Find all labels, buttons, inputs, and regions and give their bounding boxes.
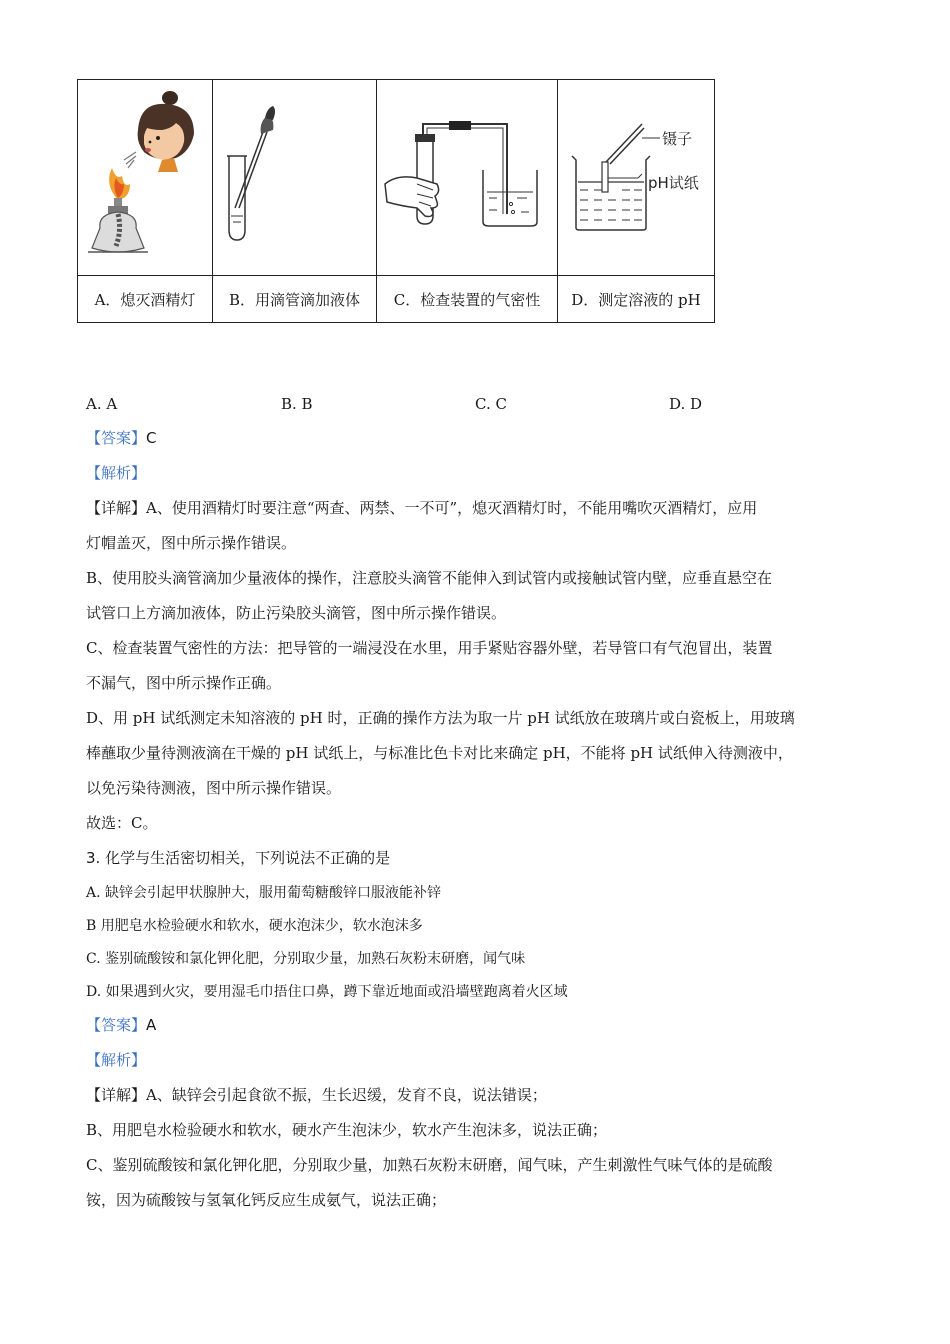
figure-c-cell [377,80,558,276]
q2-detail-line-5: C、检查装置气密性的方法：把导管的一端浸没在水里，用手紧贴容器外壁，若导管口有气泡冒出，装置 [86,639,773,657]
ph-paper-beaker-illustration [558,80,714,275]
q2-option-d: D. D [669,395,703,413]
dropper-test-tube-illustration [213,80,376,275]
q2-option-b: B. B [281,395,313,413]
q2-detail-line-4: 试管口上方滴加液体，防止污染胶头滴管，图中所示操作错误。 [86,604,507,622]
figure-table [77,79,715,323]
q2-conclusion: 故选：C。 [86,814,158,832]
q3-detail-line-3: C、鉴别硫酸铵和氯化钾化肥，分别取少量，加熟石灰粉末研磨，闻气味，产生刺激性气味气体的是硫酸 [86,1156,773,1174]
q2-option-c: C. C [475,395,507,413]
q2-detail-line-7: D、用 pH 试纸测定未知溶液的 pH 时，正确的操作方法为取一片 pH 试纸放在玻璃片或白瓷板上，用玻璃 [86,709,795,727]
q3-option-c: C. 鉴别硫酸铵和氯化钾化肥，分别取少量，加熟石灰粉末研磨，闻气味 [86,951,526,967]
q2-detail-line-3: B、使用胶头滴管滴加少量液体的操作，注意胶头滴管不能伸入到试管内或接触试管内壁，应垂直悬空在 [86,569,773,587]
q3-detail-line-2: B、用肥皂水检验硬水和软水，硬水产生泡沫少，软水产生泡沫多，说法正确； [86,1121,608,1139]
q3-detail-line-4: 铵，因为硫酸铵与氢氧化钙反应生成氨气，说法正确； [86,1191,447,1209]
figure-d-cell [558,80,715,276]
q2-answer: 【答案】C [86,429,157,447]
figure-a-cell [78,80,213,276]
airtightness-check-illustration [377,80,557,275]
caption-a: A．熄灭酒精灯 [78,276,213,323]
figure-b-cell [213,80,377,276]
ph-paper-label: pH试纸 [648,174,699,192]
q2-detail-line-6: 不漏气，图中所示操作正确。 [86,674,282,692]
q3-option-a: A. 缺锌会引起甲状腺肿大，服用葡萄糖酸锌口服液能补锌 [86,885,442,901]
q2-options [86,395,886,415]
q3-option-b: B 用肥皂水检验硬水和软水，硬水泡沫少，软水泡沫多 [86,918,423,934]
alcohol-lamp-blowing-illustration [78,80,212,275]
q3-answer: 【答案】A [86,1016,157,1034]
tweezers-label: 镊子 [662,130,693,148]
caption-d: D．测定溶液的 pH [558,276,715,323]
q2-detail-line-2: 灯帽盖灭，图中所示操作错误。 [86,534,297,552]
caption-c: C．检查装置的气密性 [377,276,558,323]
q3-detail-line-1: 【详解】A、缺锌会引起食欲不振，生长迟缓，发育不良，说法错误； [86,1086,547,1104]
caption-b: B．用滴管滴加液体 [213,276,377,323]
q3-option-d: D. 如果遇到火灾，要用湿毛巾捂住口鼻，蹲下靠近地面或沿墙壁跑离着火区域 [86,984,568,1000]
q3-stem: 3. 化学与生活密切相关，下列说法不正确的是 [86,849,391,867]
q3-analysis-label: 【解析】 [86,1051,147,1069]
q2-option-a: A. A [86,395,118,413]
q2-detail-line-1: 【详解】A、使用酒精灯时要注意“两查、两禁、一不可”，熄灭酒精灯时，不能用嘴吹灭酒精灯，应用 [86,499,758,517]
q2-analysis-label: 【解析】 [86,464,147,482]
q2-detail-line-8: 棒蘸取少量待测液滴在干燥的 pH 试纸上，与标准比色卡对比来确定 pH，不能将 pH 试纸伸入待测液中， [86,744,793,762]
q2-detail-line-9: 以免污染待测液，图中所示操作错误。 [86,779,342,797]
